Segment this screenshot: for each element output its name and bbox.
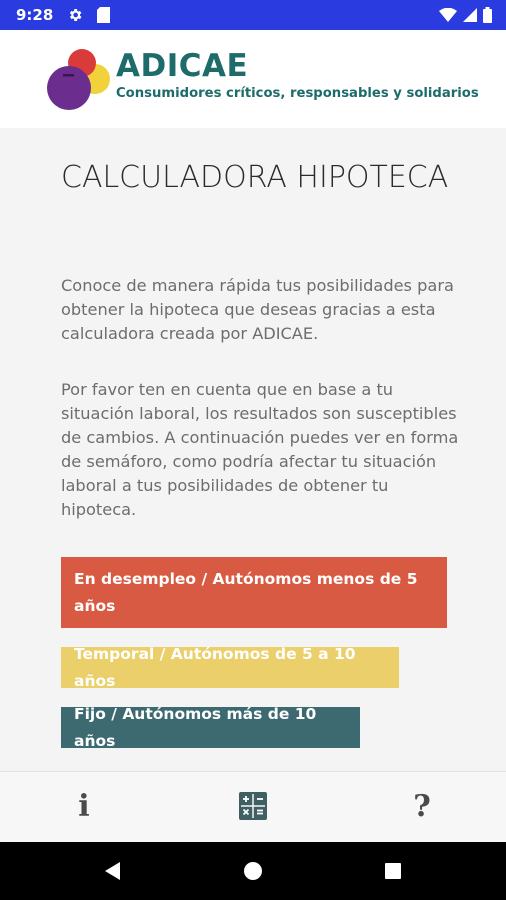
option-label: En desempleo / Autónomos menos de 5 años xyxy=(74,569,418,615)
option-label: Fijo / Autónomos más de 10 años xyxy=(74,704,317,750)
brand-name: ADICAE xyxy=(116,48,249,84)
home-icon[interactable] xyxy=(238,856,268,886)
android-navigation-bar xyxy=(0,842,506,900)
wifi-icon xyxy=(439,8,457,22)
temporary-option-button[interactable] xyxy=(61,644,399,690)
battery-icon xyxy=(483,7,492,23)
option-label: Temporal / Autónomos de 5 a 10 años xyxy=(74,644,356,690)
intro-paragraph: Conoce de manera rápida tus posibilidades para obtener la hipoteca que deseas gracias a esta calculadora creada por ADICAE. xyxy=(61,276,454,343)
back-icon[interactable] xyxy=(98,856,128,886)
brand-tagline: Consumidores críticos, responsables y solidarios xyxy=(116,86,479,101)
sim-card-icon xyxy=(97,7,110,23)
main-content xyxy=(0,128,506,771)
app-header xyxy=(0,30,506,128)
bottom-navigation xyxy=(0,771,506,842)
calculator-tab[interactable] xyxy=(231,784,275,828)
info-icon: i xyxy=(78,788,90,824)
status-bar xyxy=(0,0,506,30)
permanent-option-button[interactable] xyxy=(61,704,360,750)
unemployed-option-button[interactable] xyxy=(61,557,447,628)
notice-paragraph: Por favor ten en cuenta que en base a tu situación laboral, los resultados son susceptibles de cambios. A continuación puedes ver en forma de semáforo, como podría afectar tu situación laboral a tus posibilidades de obtener tu hipoteca. xyxy=(61,380,459,519)
recent-apps-icon[interactable] xyxy=(378,856,408,886)
status-time: 9:28 xyxy=(16,6,54,24)
gear-icon xyxy=(67,7,83,23)
help-tab[interactable] xyxy=(400,784,444,828)
calculator-icon xyxy=(239,792,267,820)
info-tab[interactable] xyxy=(62,784,106,828)
logo-icon xyxy=(44,44,114,116)
help-icon: ? xyxy=(413,788,431,824)
page-title: CALCULADORA HIPOTECA xyxy=(61,160,449,195)
signal-icon xyxy=(463,8,477,22)
